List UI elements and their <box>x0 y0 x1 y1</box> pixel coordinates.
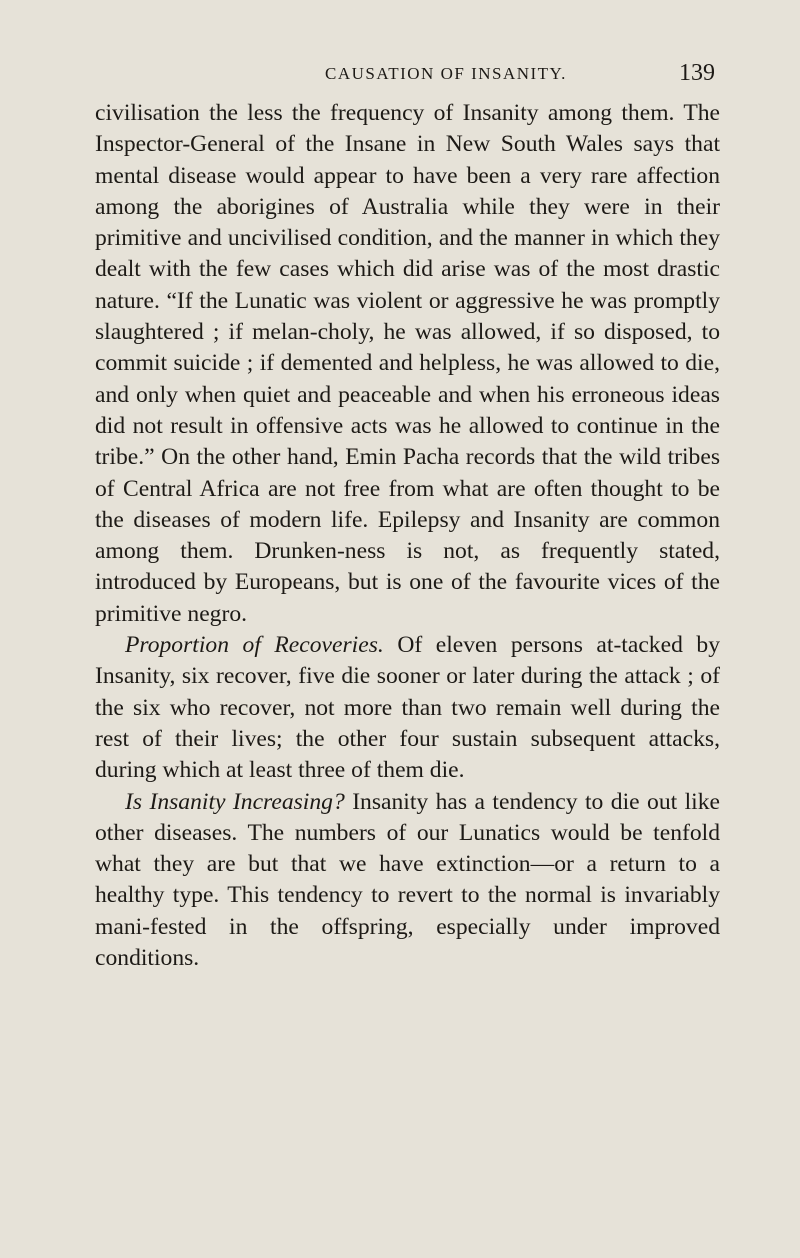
paragraph <box>95 98 720 630</box>
page-header <box>95 60 715 92</box>
paragraph <box>95 787 720 975</box>
side-heading: Proportion of Recoveries. <box>125 632 384 659</box>
body-text <box>95 98 720 974</box>
paragraph <box>95 630 720 786</box>
paragraph-text: Insanity has a tendency to die out like other diseases. The numbers of our Lunatics would be tenfold what they are but that we have extinction—or a return to a healthy type. This tendency to revert to the normal is invariably mani-fested in the offspring, especially under improved conditions. <box>95 788 720 972</box>
paragraph-text: civilisation the less the frequency of Insanity among them. The Inspector-General of the Insane in New South Wales says that mental disease would appear to have been a very rare affection among the aborigines of Australia while they were in their primitive and uncivilised condition, and the manner in which they dealt with the few cases which did arise was of the most drastic nature. “If the Lunatic was violent or aggressive he was promptly slaughtered ; if melan-choly, he was allowed, if so disposed, to commit suicide ; if demented and helpless, he was allowed to die, and only when quiet and peaceable and when his erroneous ideas did not result in offensive acts was he allowed to continue in the tribe.” On the other hand, Emin Pacha records that the wild tribes of Central Africa are not free from what are often thought to be the diseases of modern life. Epilepsy and Insanity are common among them. Drunken-ness is not, as frequently stated, introduced by Europeans, but is one of the favourite vices of the primitive negro. <box>95 100 720 627</box>
paragraph-text: Of eleven persons at-tacked by Insanity, six recover, five die sooner or later during the attack ; of the six who recover, not more than two remain well during the rest of their lives; the other four sustain subsequent attacks, during which at least three of them die. <box>95 632 720 784</box>
side-heading: Is Insanity Increasing? <box>125 788 345 815</box>
page-number: 139 <box>679 60 715 86</box>
running-head: CAUSATION OF INSANITY. <box>325 64 567 83</box>
